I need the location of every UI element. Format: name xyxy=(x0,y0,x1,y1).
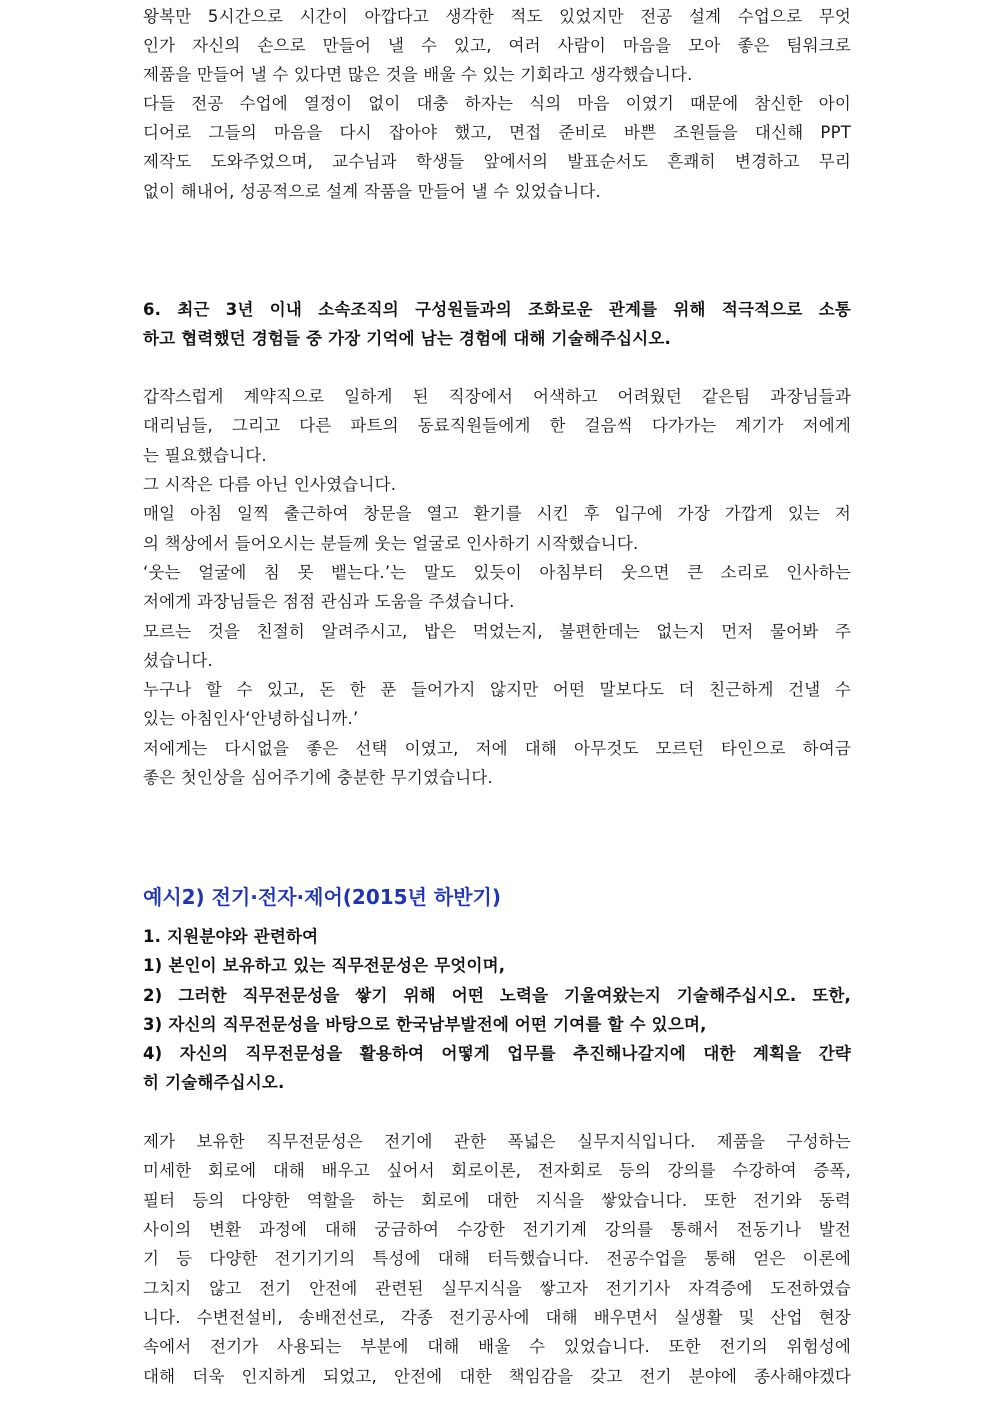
text-line: 셨습니다. xyxy=(143,651,214,670)
text-line: 니다. 수변전설비, 송배전선로, 각종 전기공사에 대해 배우면서 실생활 및 산업 현장 xyxy=(143,1308,851,1327)
text-line: 모르는 것을 친절히 알려주시고, 밥은 먹었는지, 불편한데는 없는지 먼저 물어봐 주 xyxy=(143,622,851,641)
question-line: 6. 최근 3년 이내 소속조직의 구성원들과의 조화로운 관계를 위해 적극적으로 소통 xyxy=(143,300,851,319)
text-line: ‘웃는 얼굴에 침 못 뱉는다.’는 말도 있듯이 아침부터 웃으면 큰 소리로 인사하는 xyxy=(143,563,851,582)
text-line: 제가 보유한 직무전문성은 전기에 관한 폭넓은 실무지식입니다. 제품을 구성하는 xyxy=(143,1132,851,1151)
text-line: 매일 아침 일찍 출근하여 창문을 열고 환기를 시킨 후 입구에 가장 가깝게 있는 저 xyxy=(143,504,851,523)
text-line: 좋은 첫인상을 심어주기에 충분한 무기였습니다. xyxy=(143,768,494,787)
question-line: 4) 자신의 직무전문성을 활용하여 어떻게 업무를 추진해나갈지에 대한 계획을 간략 xyxy=(143,1044,851,1063)
text-line: 그치지 않고 전기 안전에 관련된 실무지식을 쌓고자 전기기사 자격증에 도전하였습 xyxy=(143,1279,851,1298)
text-line: 의 책상에서 들어오시는 분들께 웃는 얼굴로 인사하기 시작했습니다. xyxy=(143,534,639,553)
text-line: 기 등 다양한 전기기기의 특성에 대해 터득했습니다. 전공수업을 통해 얻은 이론에 xyxy=(143,1249,851,1268)
text-line: 있는 아침인사‘안녕하십니까.’ xyxy=(143,709,359,728)
text-line: 는 필요했습니다. xyxy=(143,446,267,465)
question-line: 2) 그러한 직무전문성을 쌓기 위해 어떤 노력을 기울여왔는지 기술해주십시오. 또한, xyxy=(143,986,851,1005)
question-line: 3) 자신의 직무전문성을 바탕으로 한국남부발전에 어떤 기여를 할 수 있으며, xyxy=(143,1015,707,1034)
text-line: 제품을 만들어 낼 수 있다면 많은 것을 배울 수 있는 기회라고 생각했습니다. xyxy=(143,65,693,84)
text-line: 제작도 도와주었으며, 교수님과 학생들 앞에서의 발표순서도 흔쾌히 변경하고 무리 xyxy=(143,152,851,171)
question-line: 히 기술해주십시오. xyxy=(143,1073,285,1092)
text-line: 왕복만 5시간으로 시간이 아깝다고 생각한 적도 있었지만 전공 설계 수업으로 무엇 xyxy=(143,7,851,26)
text-line: 그 시작은 다름 아닌 인사였습니다. xyxy=(143,475,397,494)
text-line: 없이 해내어, 성공적으로 설계 작품을 만들어 낼 수 있었습니다. xyxy=(143,182,601,201)
text-line: 필터 등의 다양한 역할을 하는 회로에 대한 지식을 쌓았습니다. 또한 전기와 동력 xyxy=(143,1191,851,1210)
text-line: 저에게 과장님들은 점점 관심과 도움을 주셨습니다. xyxy=(143,592,515,611)
text-line: 인가 자신의 손으로 만들어 낼 수 있고, 여러 사람이 마음을 모아 좋은 팀워크로 xyxy=(143,36,851,55)
text-line: 누구나 할 수 있고, 돈 한 푼 들어가지 않지만 어떤 말보다도 더 친근하게 건낼 수 xyxy=(143,680,851,699)
text-line: 사이의 변환 과정에 대해 궁금하여 수강한 전기기계 강의를 통해서 전동기나 발전 xyxy=(143,1220,851,1239)
question-line: 1) 본인이 보유하고 있는 직무전문성은 무엇이며, xyxy=(143,956,506,975)
text-line: 대해 더욱 인지하게 되었고, 안전에 대한 책임감을 갖고 전기 분야에 종사해야겠다 xyxy=(143,1367,851,1386)
text-line: 저에게는 다시없을 좋은 선택 이였고, 저에 대해 아무것도 모르던 타인으로 하여금 xyxy=(143,739,851,758)
text-line: 미세한 회로에 대해 배우고 싶어서 회로이론, 전자회로 등의 강의를 수강하여 증폭, xyxy=(143,1161,851,1180)
section-heading: 예시2) 전기·전자·제어(2015년 하반기) xyxy=(143,885,501,909)
question-line: 1. 지원분야와 관련하여 xyxy=(143,927,319,946)
question-line: 하고 협력했던 경험들 중 가장 기억에 남는 경험에 대해 기술해주십시오. xyxy=(143,329,671,348)
text-line: 대리님들, 그리고 다른 파트의 동료직원들에게 한 걸음씩 다가가는 계기가 저에게 xyxy=(143,416,851,435)
text-line: 속에서 전기가 사용되는 부분에 대해 배울 수 있었습니다. 또한 전기의 위험성에 xyxy=(143,1337,851,1356)
text-line: 다들 전공 수업에 열정이 없이 대충 하자는 식의 마음 이였기 때문에 참신한 아이 xyxy=(143,94,851,113)
text-line: 갑작스럽게 계약직으로 일하게 된 직장에서 어색하고 어려웠던 같은팀 과장님들과 xyxy=(143,387,851,406)
text-line: 디어로 그들의 마음을 다시 잡아야 했고, 면접 준비로 바쁜 조원들을 대신해 PPT xyxy=(143,123,851,142)
